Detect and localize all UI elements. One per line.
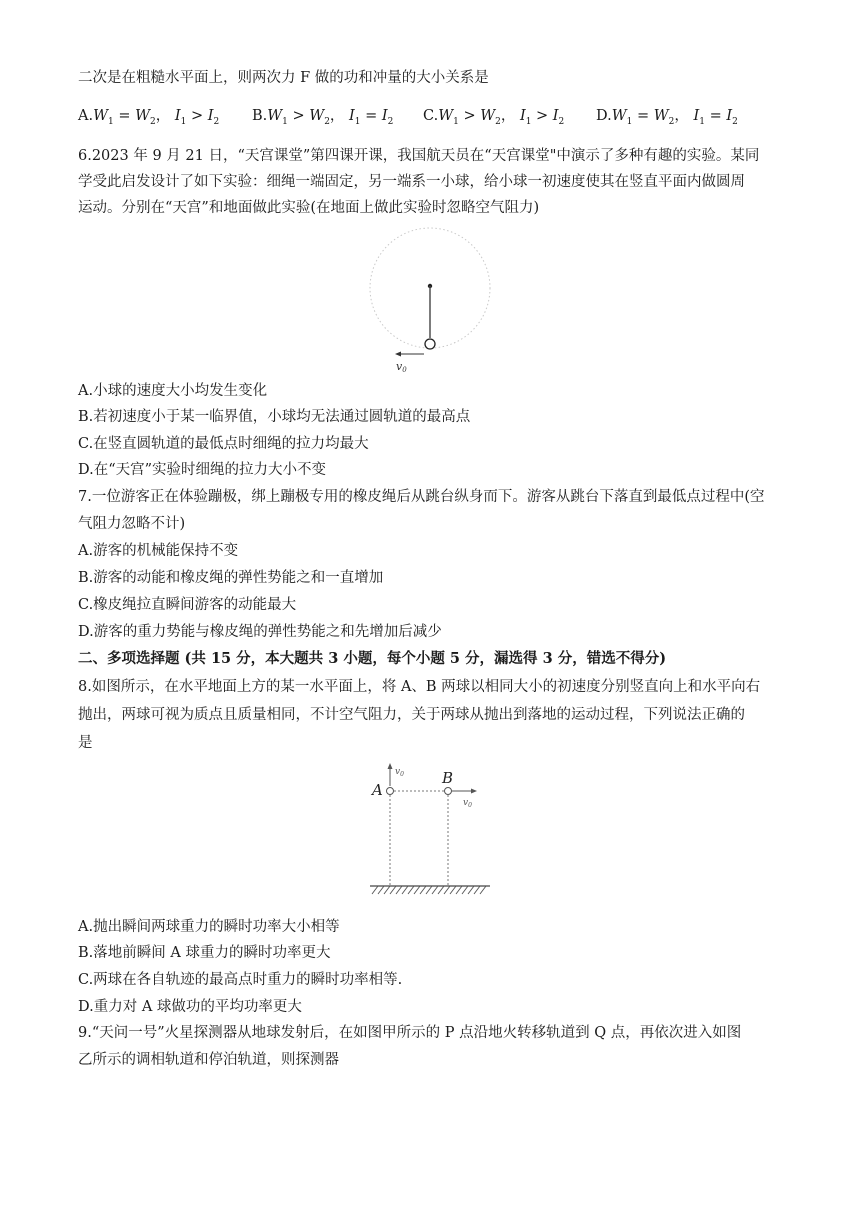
ball-b [445,788,452,795]
ground-hatching [372,886,486,894]
ball-a [387,788,394,795]
label-a: A [372,781,383,799]
q8-projectile-figure [360,758,500,900]
q9-stem-line-1: 9.“天问一号”火星探测器从地球发射后，在如图甲所示的 P 点沿地火转移轨道到 Q 点，再依次进入如图 [78,1025,742,1041]
q5-option-c: $C.W_1 > W_2$， $I_1 > I_2$ [423,108,565,127]
q8-option-d: D.重力对 A 球做功的平均功率更大 [78,999,302,1015]
q7-stem-line-2: 气阻力忽略不计) [78,516,186,532]
v0-label: v0 [396,360,407,374]
q6-circular-motion-figure [362,226,498,374]
q8-option-b: B.落地前瞬间 A 球重力的瞬时功率更大 [78,945,331,961]
q7-option-a: A.游客的机械能保持不变 [78,543,239,559]
q8-stem-line-1: 8.如图所示，在水平地面上方的某一水平面上，将 A、B 两球以相同大小的初速度分别竖直向上和水平向右 [78,679,761,695]
q6-option-d: D.在“天宫”实验时细绳的拉力大小不变 [78,462,327,478]
q6-option-a: A.小球的速度大小均发生变化 [78,383,268,399]
q9-stem-line-2: 乙所示的调相轨道和停泊轨道，则探测器 [78,1052,339,1068]
a-velocity-arrowhead [388,763,393,769]
label-b: B [442,769,454,787]
q8-stem-line-3: 是 [78,735,93,751]
q7-stem-line-1: 7.一位游客正在体验蹦极，绑上蹦极专用的橡皮绳后从跳台纵身而下。游客从跳台下落直到最低点过程中(空 [78,489,765,505]
q5-option-b: $B.W_1 > W_2$， $I_1 = I_2$ [252,108,394,127]
section-2-title: 二、多项选择题 (共 15 分，本大题共 3 小题，每个小题 5 分，漏选得 3 分，错选不得分) [78,650,667,667]
q6-stem-line-2: 学受此启发设计了如下实验：细绳一端固定，另一端系一小球，给小球一初速度使其在竖直平面内做圆周 [78,174,745,190]
q5-option-d: $D.W_1 = W_2$， $I_1 = I_2$ [596,108,738,127]
q7-option-d: D.游客的重力势能与橡皮绳的弹性势能之和先增加后减少 [78,624,442,640]
q6-option-b: B.若初速度小于某一临界值，小球均无法通过圆轨道的最高点 [78,409,471,425]
q6-stem-line-1: 6.2023 年 9 月 21 日，“天宫课堂”第四课开课，我国航天员在“天宫课堂"中演示了多种有趣的实验。某同 [78,148,760,164]
q8-stem-line-2: 抛出，两球可视为质点且质量相同，不计空气阻力，关于两球从抛出到落地的运动过程，下列说法正确的 [78,707,745,723]
q5-stem-tail: 二次是在粗糙水平面上，则两次力 F 做的功和冲量的大小关系是 [78,70,489,86]
q7-option-c: C.橡皮绳拉直瞬间游客的动能最大 [78,597,297,613]
q5-option-a: $A.W_1 = W_2$， $I_1 > I_2$ [78,108,220,127]
q6-option-c: C.在竖直圆轨道的最低点时细绳的拉力均最大 [78,436,369,452]
b-v0-label: $v_0$ [463,798,472,809]
a-v0-label: $v_0$ [395,767,404,778]
q8-option-c: C.两球在各自轨迹的最高点时重力的瞬时功率相等. [78,972,403,988]
q8-option-a: A.抛出瞬间两球重力的瞬时功率大小相等 [78,919,340,935]
b-velocity-arrowhead [471,789,477,794]
q6-stem-line-3: 运动。分别在“天宫”和地面做此实验(在地面上做此实验时忽略空气阻力) [78,200,540,216]
velocity-arrowhead [395,352,401,357]
q5-options [78,104,798,128]
q7-option-b: B.游客的动能和橡皮绳的弹性势能之和一直增加 [78,570,384,586]
ball [425,339,435,349]
